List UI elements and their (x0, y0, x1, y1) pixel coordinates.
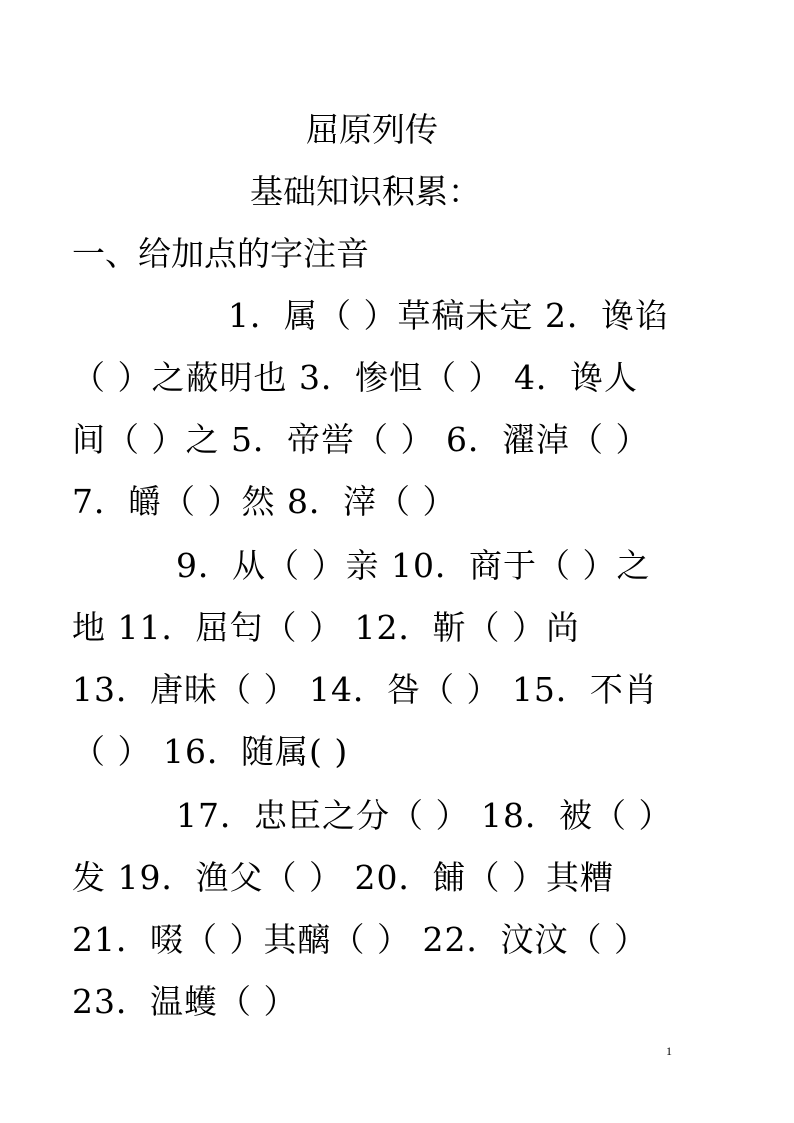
exercise-line-2: （ ）之蔽明也 3．惨怛（ ） 4．谗人 (72, 358, 638, 397)
exercise-line-10: 发 19．渔父（ ） 20．餔（ ）其糟 (72, 858, 614, 897)
exercise-line-5: 9．从（ ）亲 10．商于（ ）之 (176, 546, 651, 585)
exercise-line-11: 21．啜（ ）其醨（ ） 22．汶汶（ ） (72, 920, 648, 959)
exercise-line-4: 7．皭（ ）然 8．滓（ ） (72, 482, 457, 521)
page-number: 1 (666, 1044, 672, 1058)
page-title: 屈原列传 (306, 110, 438, 149)
section-heading: 一、给加点的字注音 (72, 234, 369, 273)
exercise-line-12: 23．温蠖（ ） (72, 982, 298, 1021)
page-subtitle: 基础知识积累： (250, 172, 481, 211)
exercise-line-3: 间（ ）之 5．帝喾（ ） 6．濯淖（ ） (72, 420, 650, 459)
exercise-line-9: 17．忠臣之分（ ） 18．被（ ） (176, 796, 673, 835)
exercise-line-1: 1．属（ ）草稿未定 2．谗谄 (228, 296, 669, 335)
exercise-line-8: （ ） 16．随属( ) (72, 732, 349, 771)
exercise-line-7: 13．唐昧（ ） 14．咎（ ） 15．不肖 (72, 670, 658, 709)
exercise-line-6: 地 11．屈匄（ ） 12．靳（ ）尚 (72, 608, 580, 647)
